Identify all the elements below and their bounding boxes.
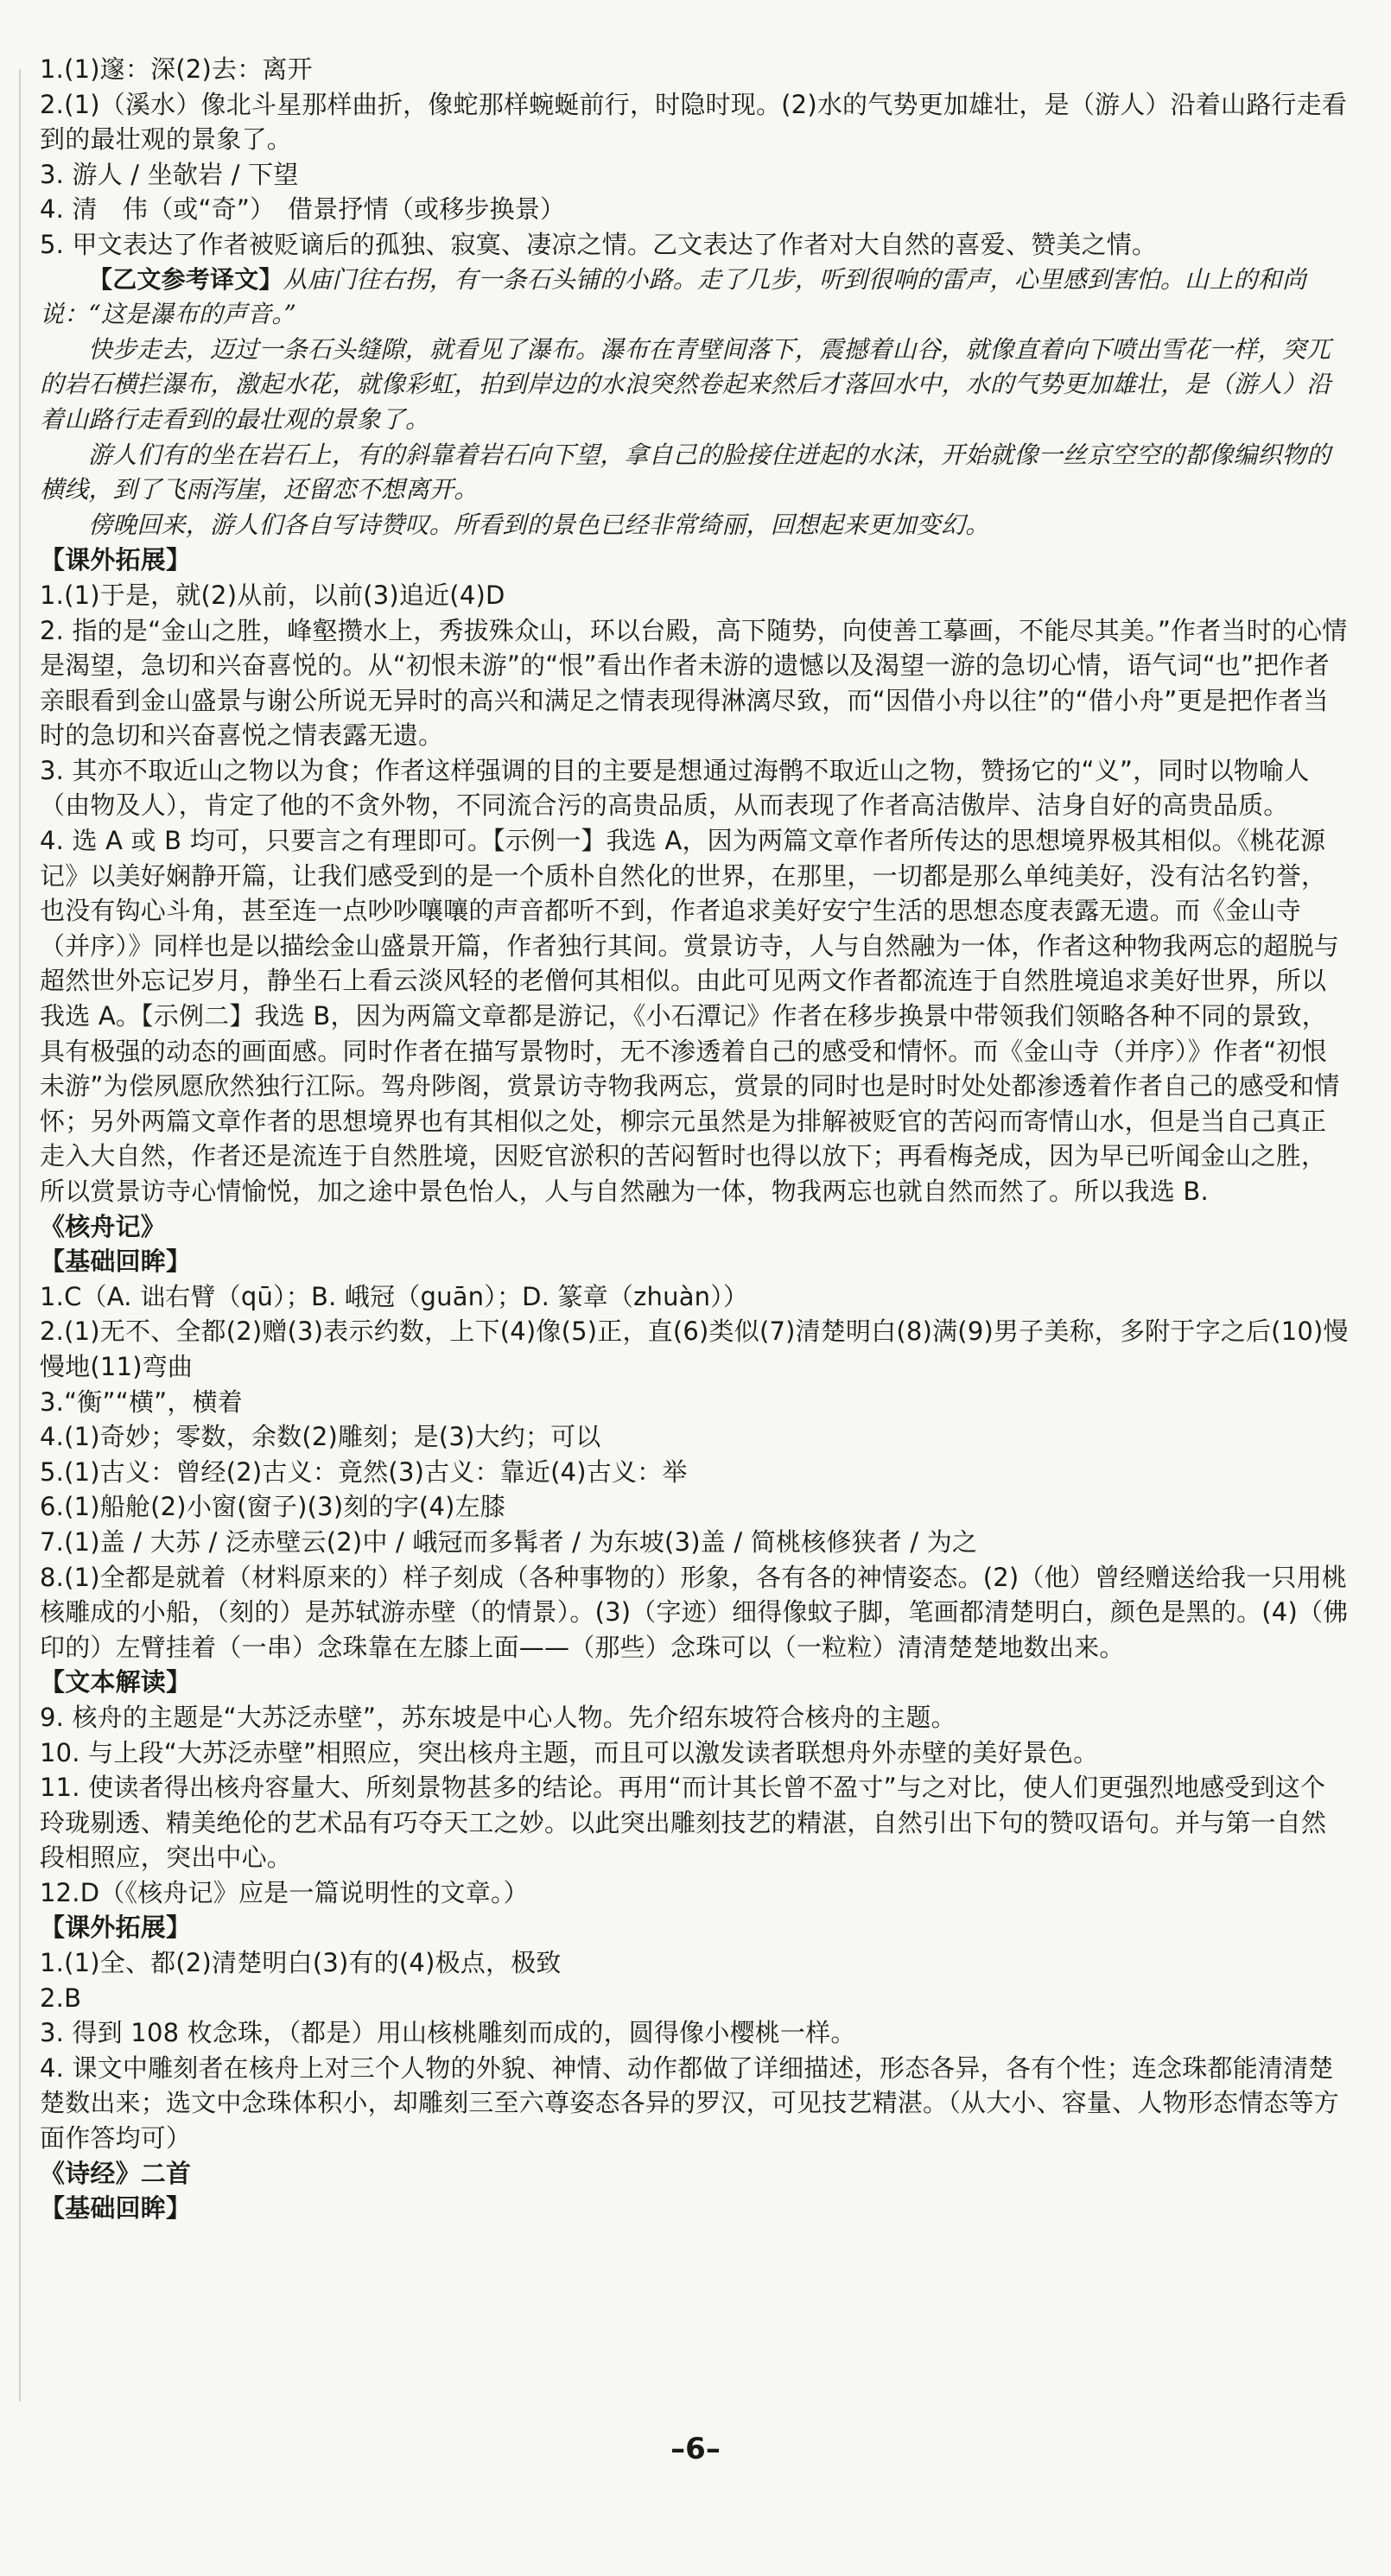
translation-text: 快步走去，迈过一条石头缝隙，就看见了瀑布。瀑布在青壁间落下，震撼着山谷，就像直着向下喷出雪花一样，突兀的岩石横拦瀑布，激起水花，就像彩虹，拍到岸边的水浪突然卷起来然后才落回水中，水的气势更加雄壮，是（游人）沿着山路行走看到的最壮观的景象了。: [40, 334, 1331, 434]
answer-item: 7.(1)盖 / 大苏 / 泛赤壁云(2)中 / 峨冠而多髯者 / 为东坡(3)盖 / 简桃核修狭者 / 为之: [40, 1526, 978, 1557]
answer-item: 11. 使读者得出核舟容量大、所刻景物甚多的结论。再用“而计其长曾不盈寸”与之对比，使人们更强烈地感受到这个玲珑剔透、精美绝伦的艺术品有巧夺天工之妙。以此突出雕刻技艺的精湛，自然引出下句的赞叹语句。并与第一自然段相照应，突出中心。: [40, 1773, 1327, 1873]
answer-item: 12.D（《核舟记》应是一篇说明性的文章。）: [40, 1877, 529, 1907]
answer-item: 4. 课文中雕刻者在核舟上对三个人物的外貌、神情、动作都做了详细描述，形态各异，各有个性；连念珠都能清清楚楚数出来；选文中念珠体积小，却雕刻三至六尊姿态各异的罗汉，可见技艺精湛。（从大小、容量、人物形态情态等方面作答均可）: [40, 2053, 1339, 2154]
answer-item: 5. 甲文表达了作者被贬谪后的孤独、寂寞、凄凉之情。乙文表达了作者对大自然的喜爱、赞美之情。: [40, 229, 1158, 259]
translation-paragraph: [40, 508, 1349, 543]
answer-item: 3. 其亦不取近山之物以为食；作者这样强调的目的主要是想通过海鹘不取近山之物，赞扬它的“义”，同时以物喻人（由物及人），肯定了他的不贪外物，不同流合污的高贵品质，从而表现了作者高洁傲岸、洁身自好的高贵品质。: [40, 755, 1310, 821]
answer-item: 4. 选 A 或 B 均可，只要言之有理即可。【示例一】我选 A，因为两篇文章作者所传达的思想境界极其相似。《桃花源记》以美好娴静开篇，让我们感受到的是一个质朴自然化的世界，在那里，一切都是那么单纯美好，没有沽名钓誉，也没有钩心斗角，甚至连一点吵吵嚷嚷的声音都听不到，作者追求美好安宁生活的思想态度表露无遗。而《金山寺（并序）》同样也是以描绘金山盛景开篇，作者独行其间。赏景访寺，人与自然融为一体，作者这种物我两忘的超脱与超然世外忘记岁月，静坐石上看云淡风轻的老僧何其相似。由此可见两文作者都流连于自然胜境追求美好世界，所以我选 A。【示例二】我选 B，因为两篇文章都是游记，《小石潭记》作者在移步换景中带领我们领略各种不同的景致，具有极强的动态的画面感。同时作者在描写景物时，无不渗透着自己的感受和情怀。而《金山寺（并序）》作者“初恨未游”为偿夙愿欣然独行江际。驾舟陟阁，赏景访寺物我两忘，赏景的同时也是时时处处都渗透着作者自己的感受和情怀；另外两篇文章作者的思想境界也有其相似之处，柳宗元虽然是为排解被贬官的苦闷而寄情山水，但是当自己真正走入大自然，作者还是流连于自然胜境，因贬官淤积的苦闷暂时也得以放下；再看梅尧成，因为早已听闻金山之胜，所以赏景访寺心情愉悦，加之途中景色怡人，人与自然融为一体，物我两忘也就自然而然了。所以我选 B.: [40, 826, 1340, 1206]
answer-item: 1.C（A. 诎右臂（qū）；B. 峨冠（guān）；D. 篆章（zhuàn））: [40, 1281, 749, 1311]
translation-text: 傍晚回来，游人们各自写诗赞叹。所看到的景色已经非常绮丽，回想起来更加变幻。: [88, 510, 990, 539]
answer-item: 5.(1)古义：曾经(2)古义：竟然(3)古义：靠近(4)古义：举: [40, 1456, 688, 1487]
answer-item: 6.(1)船舱(2)小窗(窗子)(3)刻的字(4)左膝: [40, 1492, 506, 1522]
translation-paragraph: [40, 438, 1349, 508]
translation-text: 从庙门往右拐，有一条石头铺的小路。走了几步，听到很响的雷声，心里感到害怕。山上的和尚说：“这是瀑布的声音。”: [40, 264, 1307, 329]
translation-paragraph: [40, 263, 1349, 333]
section-heading: 【课外拓展】: [40, 545, 192, 575]
answer-content: [40, 52, 1349, 2226]
answer-item: 2.(1)无不、全都(2)赠(3)表示约数，上下(4)像(5)正，直(6)类似(7)清楚明白(8)满(9)男子美称，多附于字之后(10)慢慢地(11)弯曲: [40, 1317, 1349, 1381]
answer-item: 4.(1)奇妙；零数，余数(2)雕刻；是(3)大约；可以: [40, 1422, 601, 1452]
answer-item: 1.(1)邃：深(2)去：离开: [40, 54, 313, 84]
answer-item: 3.“衡”“横”，横着: [40, 1386, 243, 1417]
answer-item: 2.(1)（溪水）像北斗星那样曲折，像蛇那样蜿蜒前行，时隐时现。(2)水的气势更加雄壮，是（游人）沿着山路行走看到的最壮观的景象了。: [40, 89, 1348, 155]
answer-item: 4. 清 伟（或“奇”） 借景抒情（或移步换景）: [40, 194, 566, 225]
answer-item: 1.(1)全、都(2)清楚明白(3)有的(4)极点，极致: [40, 1948, 562, 1978]
answer-item: 10. 与上段“大苏泛赤壁”相照应，突出核舟主题，而且可以激发读者联想舟外赤壁的美好景色。: [40, 1737, 1099, 1767]
section-heading: 【文本解读】: [40, 1667, 192, 1697]
answer-item: 8.(1)全都是就着（材料原来的）样子刻成（各种事物的）形象，各有各的神情姿态。(2)（他）曾经赠送给我一只用桃核雕成的小船，（刻的）是苏轼游赤壁（的情景）。(3)（字迹）细得像蚊子脚，笔画都清楚明白，颜色是黑的。(4)（佛印的）左臂挂着（一串）念珠靠在左膝上面——（那些）念珠可以（一粒粒）清清楚楚地数出来。: [40, 1562, 1349, 1662]
lesson-title: 《核舟记》: [40, 1211, 167, 1241]
answer-item: 2. 指的是“金山之胜，峰壑攒水上，秀拔殊众山，环以台殿，高下随势，向使善工摹画，不能尽其美。”作者当时的心情是渴望，急切和兴奋喜悦的。从“初恨未游”的“恨”看出作者未游的遗憾以及渴望一游的急切心情，语气词“也”把作者亲眼看到金山盛景与谢公所说无异时的高兴和满足之情表现得淋漓尽致，而“因借小舟以往”的“借小舟”更是把作者当时的急切和兴奋喜悦之情表露无遗。: [40, 615, 1348, 751]
left-margin-line: [19, 69, 21, 2402]
answer-item: 3. 游人 / 坐欹岩 / 下望: [40, 159, 299, 189]
translation-paragraph: [40, 333, 1349, 438]
answer-item: 3. 得到 108 枚念珠，（都是）用山核桃雕刻而成的，圆得像小樱桃一样。: [40, 2018, 856, 2048]
section-heading: 【课外拓展】: [40, 1913, 192, 1943]
answer-item: 9. 核舟的主题是“大苏泛赤壁”，苏东坡是中心人物。先介绍东坡符合核舟的主题。: [40, 1702, 956, 1732]
translation-text: 游人们有的坐在岩石上，有的斜靠着岩石向下望，拿自己的脸接住迸起的水沫，开始就像一丝京空空的都像编织物的横线，到了飞雨泻崖，还留恋不想离开。: [40, 440, 1331, 504]
section-heading: 【基础回眸】: [40, 1247, 192, 1277]
translation-label: 【乙文参考译文】: [88, 264, 283, 294]
answer-item: 2.B: [40, 1983, 82, 2013]
lesson-title: 《诗经》二首: [40, 2158, 192, 2188]
section-heading: 【基础回眸】: [40, 2193, 192, 2224]
answer-item: 1.(1)于是，就(2)从前，以前(3)追近(4)D: [40, 580, 505, 610]
page-number: –6–: [670, 2432, 721, 2466]
